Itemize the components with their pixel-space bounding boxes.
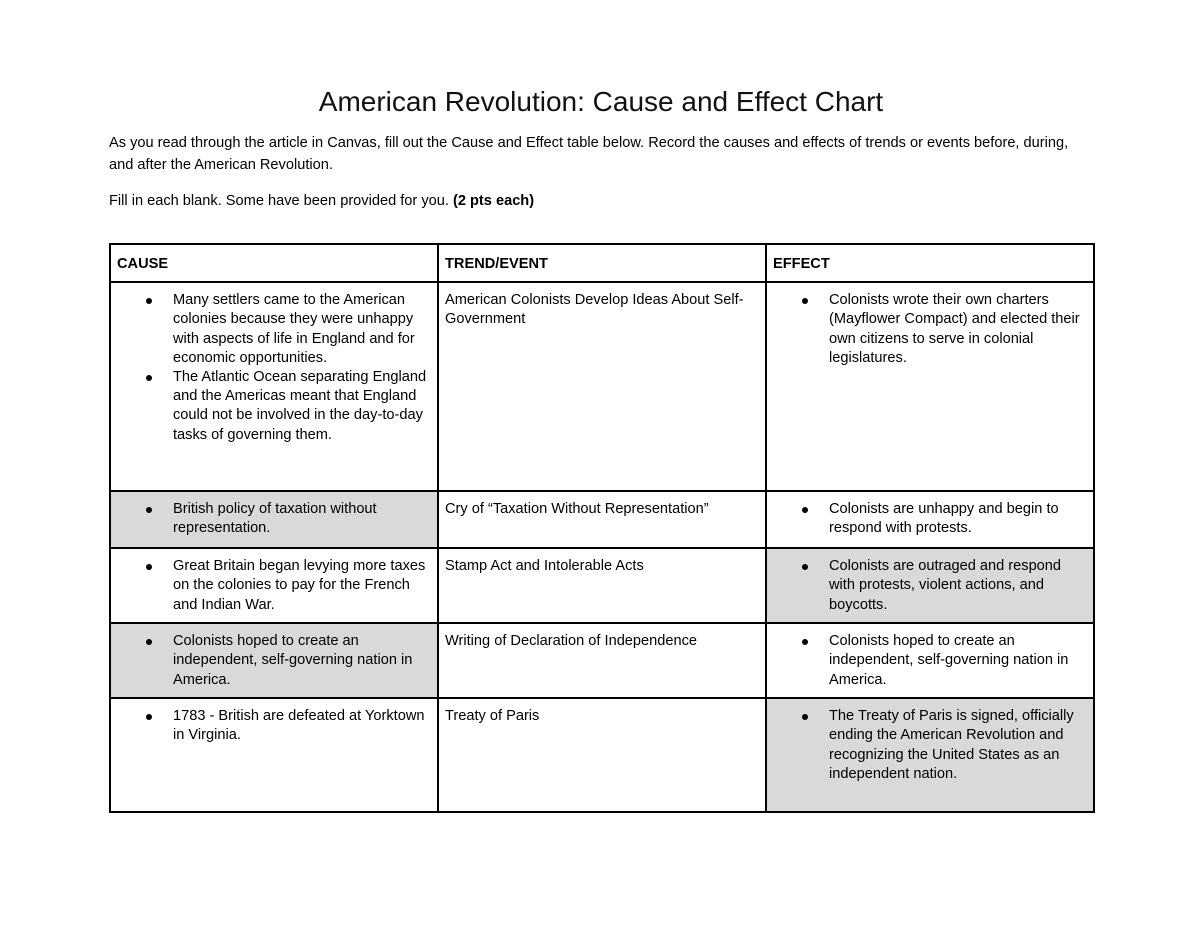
table-row	[110, 548, 1094, 623]
effect-cell	[766, 698, 1094, 812]
list-item: Colonists are outraged and respond with protests, violent actions, and boycotts.	[829, 557, 1087, 615]
list-item: Many settlers came to the American colonies because they were unhappy with aspects of life in England and for economic opportunities.	[173, 291, 431, 368]
effect-list	[773, 500, 1087, 538]
event-cell: Cry of “Taxation Without Representation”	[438, 491, 766, 548]
cause-effect-table	[109, 243, 1095, 813]
list-item: 1783 - British are defeated at Yorktown in Virginia.	[173, 707, 431, 745]
cause-list	[117, 500, 431, 538]
list-item: Colonists hoped to create an independent, self-governing nation in America.	[173, 632, 431, 690]
effect-list	[773, 291, 1087, 368]
list-item: The Treaty of Paris is signed, officially ending the American Revolution and recognizing the United States as an independent nation.	[829, 707, 1087, 784]
table-row	[110, 623, 1094, 698]
header-cause: CAUSE	[110, 244, 438, 282]
instructions-text: Fill in each blank. Some have been provided for you.	[109, 193, 449, 209]
header-effect: EFFECT	[766, 244, 1094, 282]
effect-list	[773, 707, 1087, 784]
page-title: American Revolution: Cause and Effect Chart	[318, 86, 884, 117]
list-item: Colonists hoped to create an independent, self-governing nation in America.	[829, 632, 1087, 690]
event-cell: American Colonists Develop Ideas About Self-Government	[438, 282, 766, 491]
list-item: Great Britain began levying more taxes on the colonies to pay for the French and Indian War.	[173, 557, 431, 615]
cause-list	[117, 707, 431, 745]
effect-cell	[766, 491, 1094, 548]
document-page	[109, 84, 1093, 782]
effect-list	[773, 632, 1087, 690]
intro-paragraph: As you read through the article in Canvas, fill out the Cause and Effect table below. Record the causes and effects of trends or events before, during, and after the American Revolution.	[109, 135, 1069, 173]
list-item: Colonists wrote their own charters (Mayflower Compact) and elected their own citizens to serve in colonial legislatures.	[829, 291, 1087, 368]
list-item: British policy of taxation without representation.	[173, 500, 431, 538]
cause-cell	[110, 623, 438, 698]
cause-cell	[110, 491, 438, 548]
cause-cell	[110, 282, 438, 491]
event-cell: Stamp Act and Intolerable Acts	[438, 548, 766, 623]
header-row	[110, 244, 1094, 282]
list-item: Colonists are unhappy and begin to respond with protests.	[829, 500, 1087, 538]
table-row	[110, 282, 1094, 491]
effect-cell	[766, 623, 1094, 698]
cause-list	[117, 632, 431, 690]
effect-cell	[766, 282, 1094, 491]
event-cell: Treaty of Paris	[438, 698, 766, 812]
header-trend-event: TREND/EVENT	[438, 244, 766, 282]
effect-list	[773, 557, 1087, 615]
cause-list	[117, 291, 431, 445]
effect-cell	[766, 548, 1094, 623]
cause-cell	[110, 698, 438, 812]
cause-list	[117, 557, 431, 615]
points-label: (2 pts each)	[452, 193, 535, 209]
table-row	[110, 491, 1094, 548]
list-item: The Atlantic Ocean separating England and the Americas meant that England could not be involved in the day-to-day tasks of governing them.	[173, 368, 431, 445]
instructions-paragraph	[109, 191, 1093, 213]
event-cell: Writing of Declaration of Independence	[438, 623, 766, 698]
cause-cell	[110, 548, 438, 623]
table-row	[110, 698, 1094, 812]
